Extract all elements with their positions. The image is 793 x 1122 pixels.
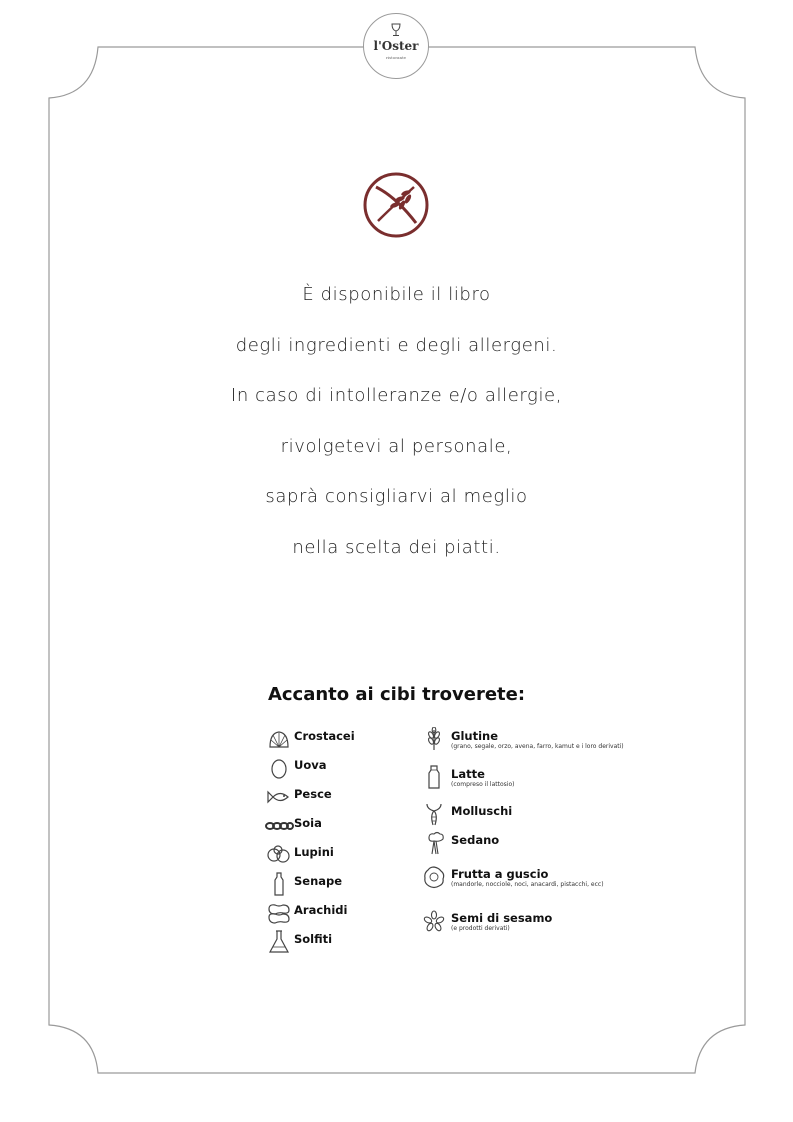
intro-line: saprà consigliarvi al meglio <box>265 486 528 507</box>
brand-tagline: ristorante <box>385 55 407 60</box>
allergen-item <box>421 802 512 826</box>
allergen-note: (grano, segale, orzo, avena, farro, kamut e i loro derivati) <box>451 743 624 750</box>
intro-line: rivolgetevi al personale, <box>280 435 513 457</box>
allergen-item <box>264 727 355 751</box>
intro-text <box>100 276 693 579</box>
intro-line: degli ingredienti e degli allergeni. <box>235 334 558 356</box>
allergen-item <box>421 865 604 889</box>
allergen-item <box>264 756 327 780</box>
brand-logo <box>363 13 429 79</box>
allergen-item <box>264 814 322 838</box>
intro-line: È disponibile il libro <box>302 284 491 305</box>
allergen-item <box>421 765 514 789</box>
allergen-label: Soia <box>294 816 322 830</box>
allergen-item <box>264 872 342 896</box>
brand-name: l'Oster <box>373 39 419 53</box>
flask-icon <box>264 930 294 954</box>
shrimp-icon <box>421 802 451 826</box>
milk-bottle-icon <box>421 765 451 789</box>
allergen-item <box>421 831 499 855</box>
egg-icon <box>264 756 294 780</box>
legend-title: Accanto ai cibi troverete: <box>267 684 526 705</box>
intro-line: nella scelta dei piatti. <box>292 536 501 558</box>
mustard-bottle-icon <box>264 872 294 896</box>
allergen-item <box>264 930 332 954</box>
shell-icon <box>264 727 294 751</box>
allergen-note: (mandorle, nocciole, noci, anacardi, pistacchi, ecc) <box>451 881 604 888</box>
allergen-label: Arachidi <box>294 903 348 917</box>
allergen-item <box>264 785 332 809</box>
allergen-item <box>421 909 552 933</box>
nut-icon <box>421 865 451 889</box>
allergen-label: Pesce <box>294 787 332 801</box>
sesame-icon <box>421 909 451 933</box>
fish-icon <box>264 785 294 809</box>
allergen-label: Senape <box>294 874 343 888</box>
soy-icon <box>264 814 294 838</box>
allergen-label: Sedano <box>451 833 500 847</box>
allergen-item <box>264 843 334 867</box>
intro-line: In caso di intolleranze e/o allergie, <box>230 385 563 406</box>
allergen-item <box>264 901 347 925</box>
allergen-label: Glutine <box>451 729 498 743</box>
allergen-label: Semi di sesamo <box>451 911 553 925</box>
crossed-grain-icon <box>362 171 430 239</box>
allergen-label: Solfiti <box>294 932 333 946</box>
allergen-note: (e prodotti derivati) <box>451 925 510 932</box>
lupin-icon <box>264 843 294 867</box>
allergen-label: Crostacei <box>294 729 355 743</box>
allergen-note: (compreso il lattosio) <box>451 781 515 788</box>
allergen-label: Latte <box>451 767 485 781</box>
allergen-item <box>421 727 624 751</box>
allergen-label: Molluschi <box>451 804 513 818</box>
allergen-label: Lupini <box>294 845 334 859</box>
wine-glass-icon <box>389 23 403 37</box>
allergen-label: Uova <box>294 758 327 772</box>
allergen-label: Frutta a guscio <box>451 867 549 881</box>
peanut-icon <box>264 901 294 925</box>
celery-icon <box>421 831 451 855</box>
wheat-icon <box>421 727 451 751</box>
